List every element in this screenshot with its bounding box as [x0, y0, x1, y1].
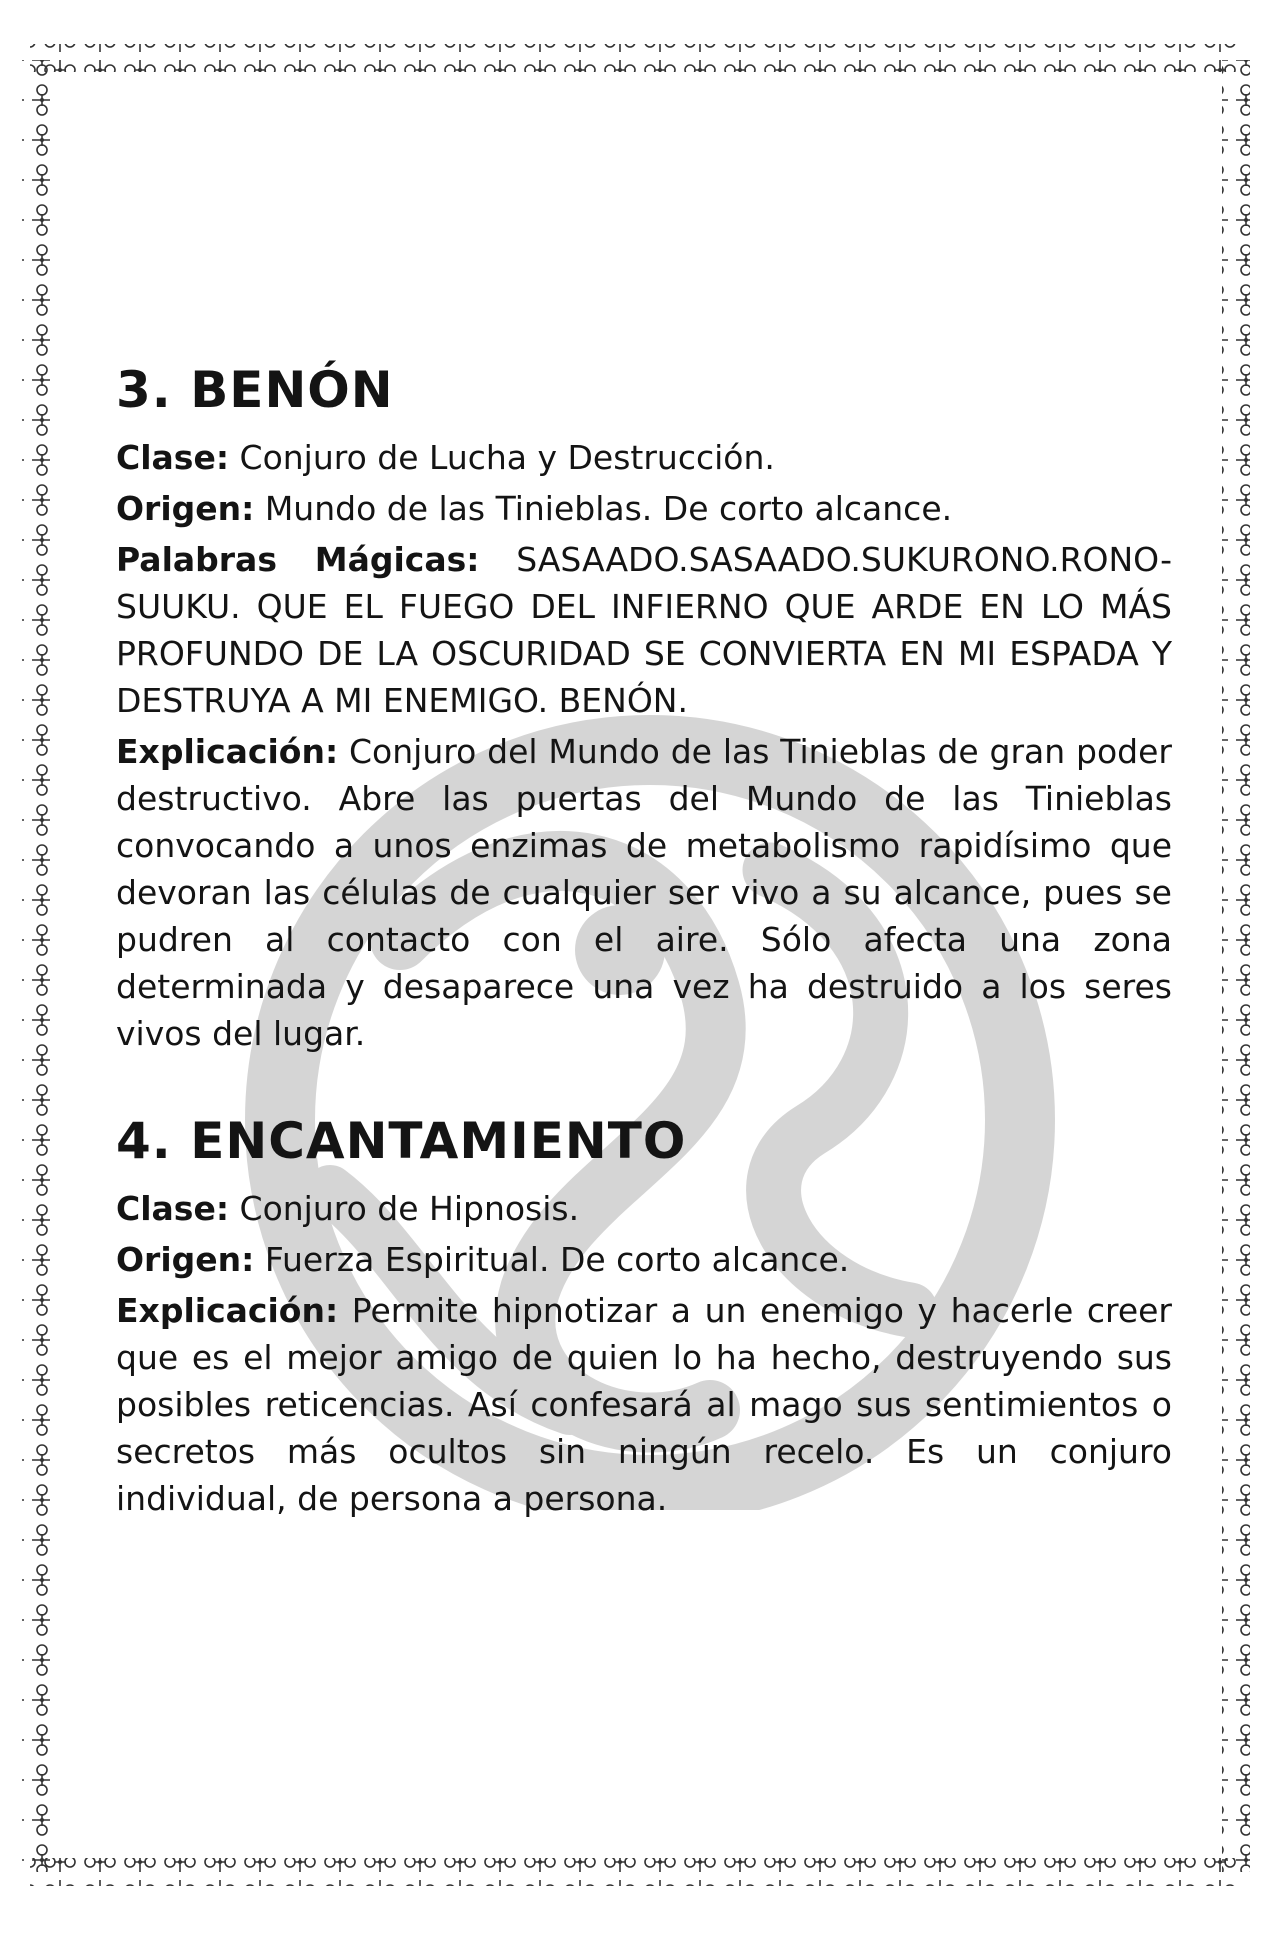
explicacion-label: Explicación: — [116, 1291, 339, 1330]
explicacion-label: Explicación: — [116, 732, 339, 771]
palabras-value: SASAADO.SASAADO.SUKURONO.RONO-SUUKU. QUE EL FUEGO DEL INFIERNO QUE ARDE EN LO MÁS PROFUNDO DE LA OSCURIDAD SE CONVIERTA EN MI ESPADA Y DESTRUYA A MI ENEMIGO. BENÓN. — [116, 540, 1172, 720]
origen-value: Fuerza Espiritual. De corto alcance. — [254, 1240, 850, 1279]
explicacion-line — [116, 728, 1172, 1057]
spell-entry-encantamiento — [116, 1111, 1172, 1522]
origen-value: Mundo de las Tinieblas. De corto alcance. — [254, 489, 953, 528]
clase-value: Conjuro de Lucha y Destrucción. — [229, 438, 775, 477]
clase-label: Clase: — [116, 438, 230, 477]
explicacion-value: Permite hipnotizar a un enemigo y hacerle creer que es el mejor amigo de quien lo ha hecho, destruyendo sus posibles reticencias. Así confesará al mago sus sentimientos o secretos más ocultos sin ningún recelo. Es un conjuro individual, de persona a persona. — [116, 1291, 1172, 1518]
clase-label: Clase: — [116, 1189, 230, 1228]
explicacion-line — [116, 1287, 1172, 1522]
palabras-label: Palabras Mágicas: — [116, 540, 480, 579]
spell-entry-benon — [116, 360, 1172, 1057]
spell-list — [116, 360, 1172, 1576]
clase-value: Conjuro de Hipnosis. — [229, 1189, 580, 1228]
clase-line — [116, 1185, 1172, 1232]
clase-line — [116, 434, 1172, 481]
spell-title: 4. ENCANTAMIENTO — [116, 1112, 687, 1170]
origen-label: Origen: — [116, 1240, 255, 1279]
explicacion-value: Conjuro del Mundo de las Tinieblas de gran poder destructivo. Abre las puertas del Mundo de las Tinieblas convocando a unos enzimas de metabolismo rapidísimo que devoran las células de cualquier ser vivo a su alcance, pues se pudren al contacto con el aire. Sólo afecta una zona determinada y desaparece una vez ha destruido a los seres vivos del lugar. — [116, 732, 1172, 1053]
spell-title: 3. BENÓN — [116, 361, 394, 419]
palabras-line — [116, 536, 1172, 724]
origen-label: Origen: — [116, 489, 255, 528]
origen-line — [116, 1236, 1172, 1283]
origen-line — [116, 485, 1172, 532]
